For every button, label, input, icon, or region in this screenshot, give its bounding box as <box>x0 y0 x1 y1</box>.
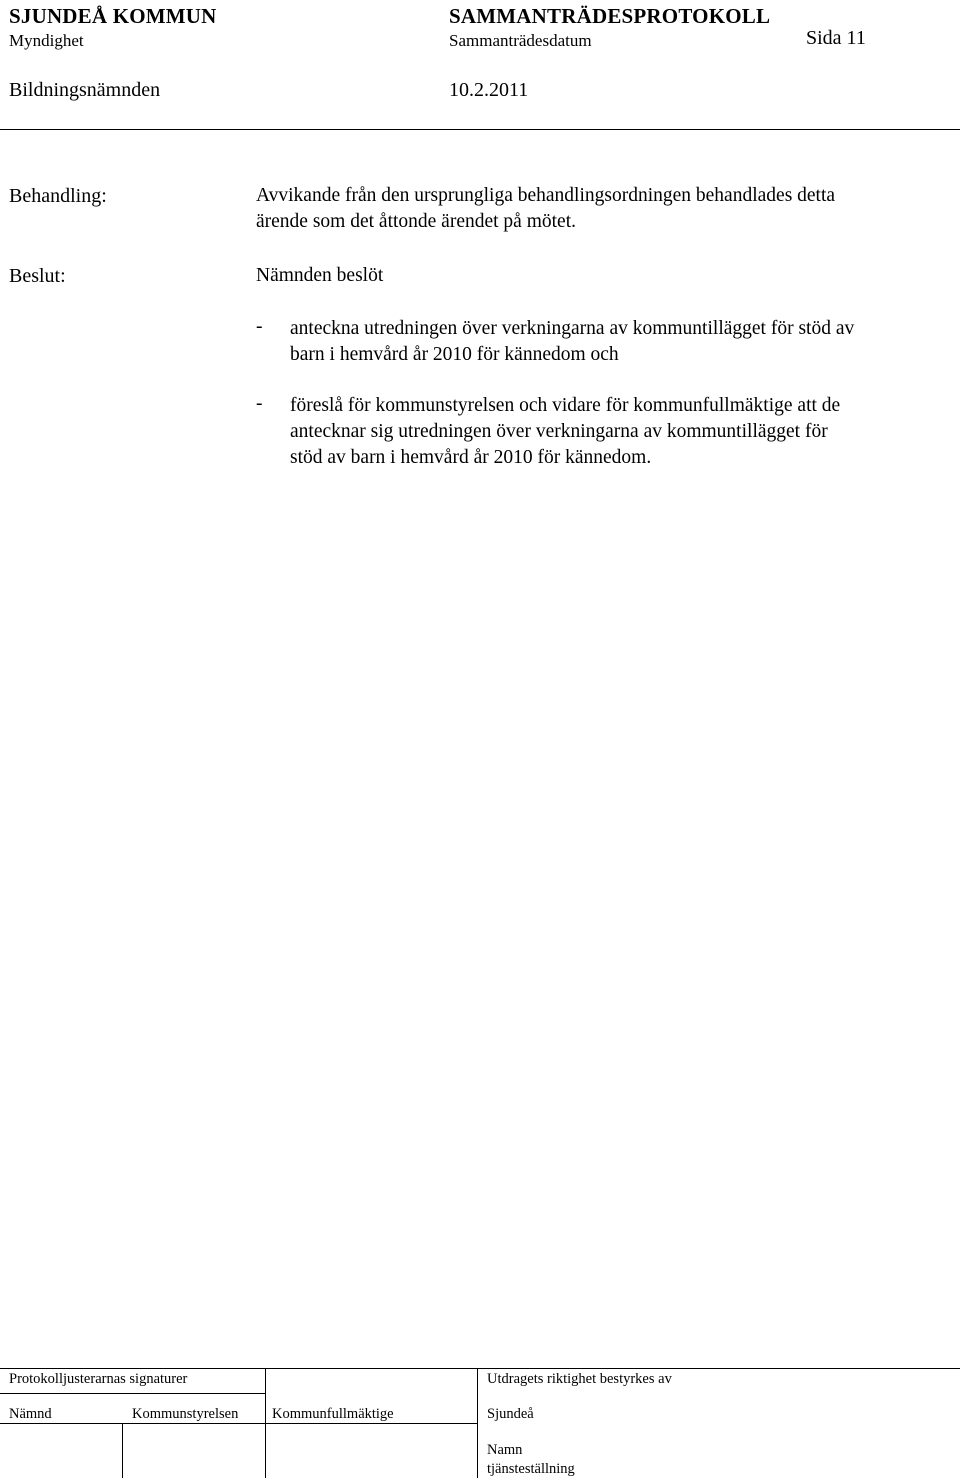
column-kommunstyrelsen: Kommunstyrelsen <box>132 1406 239 1422</box>
footer-divider-2 <box>477 1368 478 1478</box>
column-namnd: Nämnd <box>9 1406 52 1422</box>
position-label: tjänsteställning <box>487 1461 575 1477</box>
column-kommunfullmaktige: Kommunfullmäktige <box>272 1406 394 1422</box>
certified-label: Utdragets riktighet bestyrkes av <box>487 1371 672 1387</box>
protocol-title: SAMMANTRÄDESPROTOKOLL <box>449 4 771 28</box>
municipality-name: SJUNDEÅ KOMMUN <box>9 4 217 28</box>
place-label: Sjundeå <box>487 1406 534 1422</box>
list-dash: - <box>256 316 263 337</box>
meeting-date: 10.2.2011 <box>449 79 529 101</box>
decision-item-2-line1: föreslå för kommunstyrelsen och vidare för kommunfullmäktige att de <box>290 395 841 416</box>
footer-divider-1 <box>265 1368 266 1478</box>
footer-row-rule <box>0 1423 477 1424</box>
footer-row-rule-left <box>0 1393 265 1394</box>
footer-divider-3 <box>122 1423 123 1478</box>
decision-label: Beslut: <box>9 265 66 287</box>
decision-intro: Nämnden beslöt <box>256 265 384 286</box>
header-divider <box>0 129 960 130</box>
decision-item-1-line1: anteckna utredningen över verkningarna av kommuntillägget för stöd av <box>290 318 855 339</box>
list-dash: - <box>256 393 263 414</box>
decision-item-2-line2: antecknar sig utredningen över verkningarna av kommuntillägget för <box>290 421 828 442</box>
decision-item-1-line2: barn i hemvård år 2010 för kännedom och <box>290 344 619 365</box>
decision-item-2-line3: stöd av barn i hemvård år 2010 för kännedom. <box>290 447 652 468</box>
page-number: Sida 11 <box>806 27 866 49</box>
signature-footer <box>0 1368 960 1478</box>
signatures-label: Protokolljusterarnas signaturer <box>9 1371 188 1387</box>
treatment-text-line2: ärende som det åttonde ärendet på mötet. <box>256 211 576 232</box>
name-label: Namn <box>487 1442 523 1458</box>
treatment-text-line1: Avvikande från den ursprungliga behandlingsordningen behandlades detta <box>256 185 836 206</box>
authority-label: Myndighet <box>9 31 84 50</box>
committee-name: Bildningsnämnden <box>9 79 161 101</box>
footer-top-rule <box>0 1368 960 1369</box>
treatment-label: Behandling: <box>9 185 107 207</box>
meeting-date-label: Sammanträdesdatum <box>449 31 592 50</box>
